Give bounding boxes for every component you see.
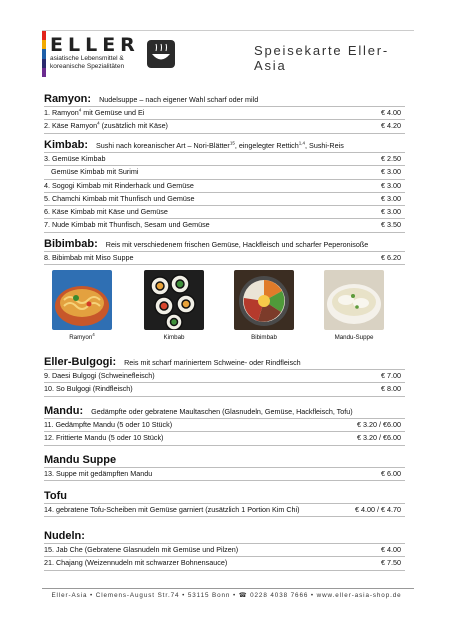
logo-color-bar (42, 31, 46, 77)
item-price: € 4.00 / € 4.70 (355, 505, 401, 514)
item-price: € 3.50 (381, 220, 401, 230)
menu-item (44, 383, 405, 396)
section-title: Eller-Bulgogi: (44, 356, 117, 368)
kimbab-photo (144, 270, 204, 330)
item-name: 11. Gedämpfte Mandu (5 oder 10 Stück) (44, 420, 173, 429)
item-price: € 3.20 / €6.00 (357, 433, 401, 443)
menu-item (44, 166, 405, 179)
page-footer: Eller-Asia • Clemens-August Str.74 • 53115 Bonn • ☎ 0228 4038 7666 • www.eller-asia-shop.de (51, 592, 402, 599)
section-heading (44, 405, 405, 418)
item-price: € 7.00 (381, 371, 401, 380)
menu-list (44, 418, 405, 446)
menu-list (44, 369, 405, 397)
section-title: Nudeln: (44, 530, 85, 542)
logo-tagline-1: asiatische Lebensmittel & (50, 55, 124, 62)
item-price: € 4.00 (381, 108, 401, 117)
logo-tagline-2: koreanische Spezialitäten (50, 62, 125, 70)
menu-list (44, 106, 405, 134)
menu-list (44, 251, 405, 265)
item-name: 14. gebratene Tofu-Scheiben mit Gemüse garniert (zusätzlich 1 Portion Kim Chi) (44, 505, 300, 514)
menu-item (44, 153, 405, 166)
item-price: € 4.20 (381, 121, 401, 131)
section-nudeln (44, 530, 405, 571)
menu-item (44, 219, 405, 232)
menu-list (44, 467, 405, 481)
item-name: 7. Nude Kimbab mit Thunfisch, Sesam und Gemüse (44, 220, 210, 230)
item-price: € 3.00 (381, 207, 401, 217)
item-price: € 6.20 (381, 253, 401, 262)
item-name: 6. Käse Kimbab mit Käse und Gemüse (44, 207, 168, 217)
section-mandu (44, 405, 405, 446)
section-title: Ramyon: (44, 93, 92, 105)
item-name: 8. Bibimbab mit Miso Suppe (44, 253, 134, 262)
menu-item (44, 193, 405, 206)
item-name: 10. So Bulgogi (Rindfleisch) (44, 384, 133, 394)
page-header (42, 30, 414, 83)
section-heading (44, 238, 405, 251)
menu-item (44, 468, 405, 481)
section-kimbab (44, 139, 405, 233)
menu-list (44, 543, 405, 571)
section-title: Bibimbab: (44, 238, 98, 250)
section-heading (44, 454, 405, 467)
section-ramyon (44, 93, 405, 134)
item-price: € 3.20 / €6.00 (357, 420, 401, 429)
section-description: Nudelsuppe – nach eigener Wahl scharf oder mild (99, 95, 259, 104)
bibimbab-photo (234, 270, 294, 330)
item-name: 5. Chamchi Kimbab mit Thunfisch und Gemüse (44, 193, 195, 203)
item-price: € 3.00 (381, 180, 401, 190)
section-title: Tofu (44, 490, 68, 502)
item-name: Gemüse Kimbab mit Surimi (51, 167, 139, 177)
item-name: 3. Gemüse Kimbab (44, 154, 106, 163)
item-name: 21. Chajang (Weizennudeln mit schwarzer Bohnensauce) (44, 558, 228, 568)
page-title: Speisekarte Eller-Asia (254, 43, 389, 73)
photo-caption: Kimbab (163, 334, 185, 341)
menu-item (44, 120, 405, 133)
section-heading (44, 356, 405, 369)
item-price: € 3.00 (381, 193, 401, 203)
menu-item (44, 107, 405, 120)
menu-list (44, 152, 405, 233)
item-name: 13. Suppe mit gedämpften Mandu (44, 469, 153, 478)
section-title: Kimbab: (44, 139, 88, 151)
menu-list (44, 503, 405, 517)
section-heading (44, 490, 405, 503)
menu-item (44, 504, 405, 517)
item-price: € 6.00 (381, 469, 401, 478)
menu-item (44, 180, 405, 193)
item-price: € 2.50 (381, 154, 401, 163)
section-heading (44, 93, 405, 106)
food-photos (44, 270, 405, 350)
section-heading (44, 530, 405, 543)
bowl-icon (146, 39, 176, 69)
item-name: 1. Ramyon$^4$ mit Gemüse und Ei (44, 107, 145, 117)
ramyon-photo (52, 270, 112, 330)
item-price: € 3.00 (381, 167, 401, 177)
item-name: 9. Daesi Bulgogi (Schweinefleisch) (44, 371, 155, 380)
logo-word: ELLER (50, 34, 140, 56)
item-price: € 7.50 (381, 558, 401, 568)
item-price: € 8.00 (381, 384, 401, 394)
menu-item (44, 252, 405, 265)
menu-item (44, 557, 405, 570)
menu-item (44, 544, 405, 557)
photo-caption: Mandu-Suppe (334, 334, 374, 341)
item-price: € 4.00 (381, 545, 401, 554)
section-heading (44, 139, 405, 152)
menu-item (44, 370, 405, 383)
section-description: Reis mit scharf mariniertem Schweine- oder Rindfleisch (124, 358, 301, 367)
item-name: 12. Frittierte Mandu (5 oder 10 Stück) (44, 433, 164, 443)
menu-item (44, 206, 405, 219)
section-description: Reis mit verschiedenem frischen Gemüse, Hackfleisch und scharfer Peperonisoße (105, 240, 369, 249)
photo-caption: Bibimbab (251, 334, 277, 341)
footer-divider (42, 588, 414, 589)
menu-item (44, 419, 405, 432)
section-tofu (44, 490, 405, 517)
section-description: Sushi nach koreanischer Art – Nori-Blätter$^{15}$, eingelegter Rettich$^{1,4}$, Sushi-Reis (96, 140, 344, 150)
menu-item (44, 432, 405, 445)
section-bibimbab (44, 238, 405, 265)
item-name: 4. Sogogi Kimbab mit Rinderhack und Gemüse (44, 180, 194, 190)
section-title: Mandu Suppe (44, 454, 117, 466)
item-name: 2. Käse Ramyon$^4$ (zusätzlich mit Käse) (44, 120, 168, 131)
section-bulgogi (44, 356, 405, 397)
item-name: 15. Jab Che (Gebratene Glasnudeln mit Gemüse und Pilzen) (44, 545, 239, 554)
section-mandu-suppe (44, 454, 405, 481)
mandu-suppe-photo (324, 270, 384, 330)
section-description: Gedämpfte oder gebratene Maultaschen (Glasnudeln, Gemüse, Hackfleisch, Tofu) (91, 407, 353, 416)
section-title: Mandu: (44, 405, 84, 417)
photo-caption: Ramyon$^4$ (69, 331, 95, 341)
